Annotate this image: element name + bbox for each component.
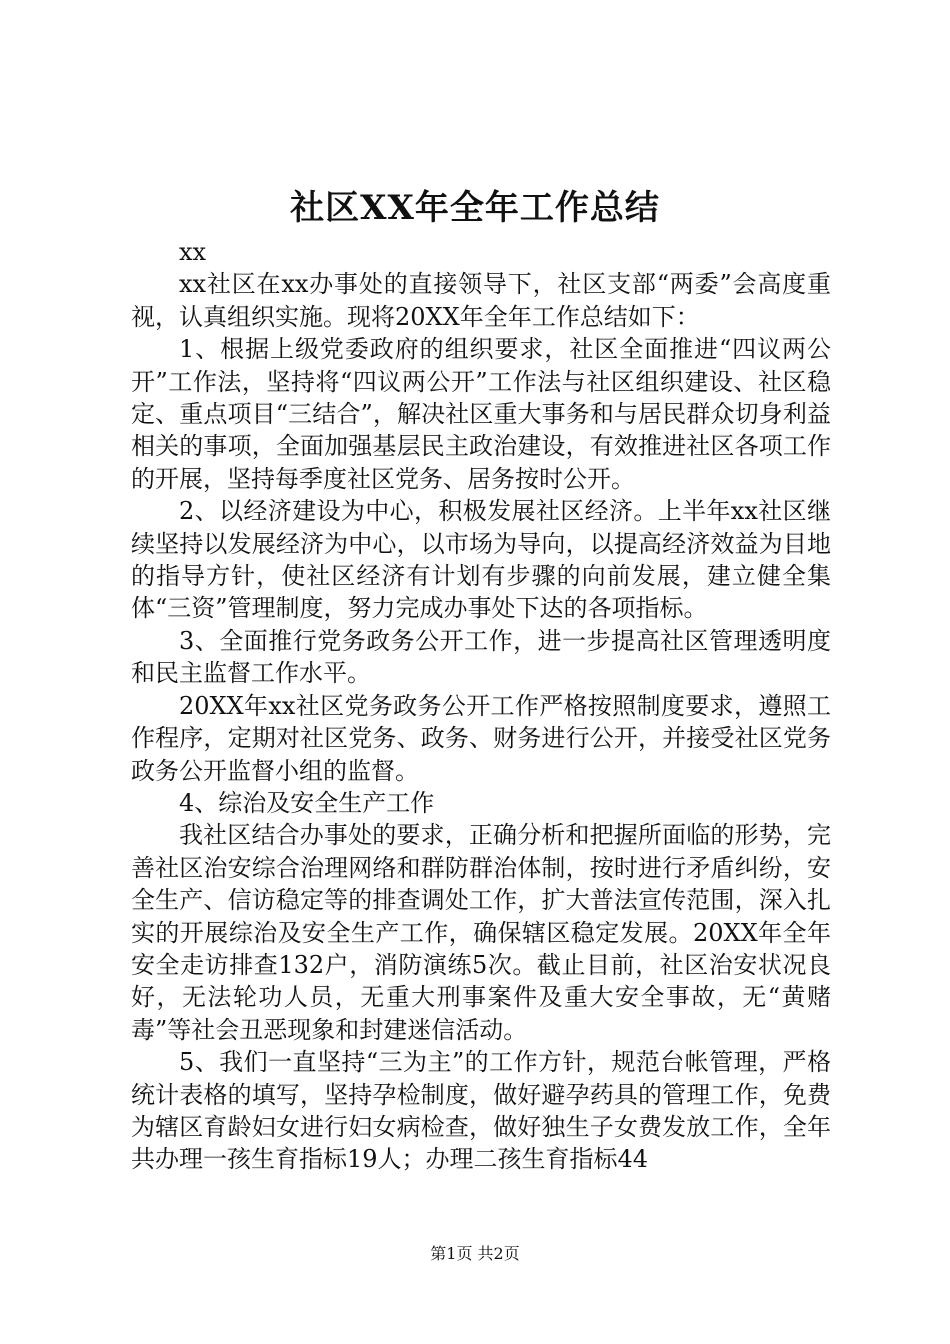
paragraph-intro: xx社区在xx办事处的直接领导下，社区支部“两委”会高度重视，认真组织实施。现将20XX年全年工作总结如下： [131, 270, 831, 331]
document-body [131, 236, 831, 1176]
document-title: 社区XX年全年工作总结 [290, 188, 660, 228]
paragraph-item-3: 3、全面推行党务政务公开工作，进一步提高社区管理透明度和民主监督工作水平。 [131, 626, 831, 688]
paragraph-item-4: 4、综治及安全生产工作 [179, 788, 435, 817]
paragraph-item-2: 2、以经济建设为中心，积极发展社区经济。上半年xx社区继续坚持以发展经济为中心，以市场为导向，以提高经济效益为目地的指导方针，使社区经济有计划有步骤的向前发展，建立健全集体“三资”管理制度，努力完成办事处下达的各项指标。 [131, 497, 831, 623]
paragraph-heading-note: xx [179, 238, 207, 266]
paragraph-item-3-detail: 20XX年xx社区党务政务公开工作严格按照制度要求，遵照工作程序，定期对社区党务、政务、财务进行公开，并接受社区党务政务公开监督小组的监督。 [131, 691, 831, 785]
paragraph-item-4-detail: 我社区结合办事处的要求，正确分析和把握所面临的形势，完善社区治安综合治理网络和群防群治体制，按时进行矛盾纠纷，安全生产、信访稳定等的排查调处工作，扩大普法宣传范围，深入扎实的开展综治及安全生产工作，确保辖区稳定发展。20XX年全年安全走访排查132户，消防演练5次。截止目前，社区治安状况良好，无法轮功人员，无重大刑事案件及重大安全事故，无“黄赌毒”等社会丑恶现象和封建迷信活动。 [131, 821, 831, 1044]
paragraph-item-5: 5、我们一直坚持“三为主”的工作方针，规范台帐管理，严格统计表格的填写，坚持孕检制度，做好避孕药具的管理工作，免费为辖区育龄妇女进行妇女病检查，做好独生子女费发放工作，全年共办理一孩生育指标19人；办理二孩生育指标44 [131, 1048, 831, 1174]
paragraph-item-1: 1、根据上级党委政府的组织要求，社区全面推进“四议两公开”工作法，坚持将“四议两公开”工作法与社区组织建设、社区稳定、重点项目“三结合”，解决社区重大事务和与居民群众切身利益相关的事项，全面加强基层民主政治建设，有效推进社区各项工作的开展，坚持每季度社区党务、居务按时公开。 [131, 335, 831, 493]
page-number: 第1页 共2页 [430, 1244, 520, 1263]
